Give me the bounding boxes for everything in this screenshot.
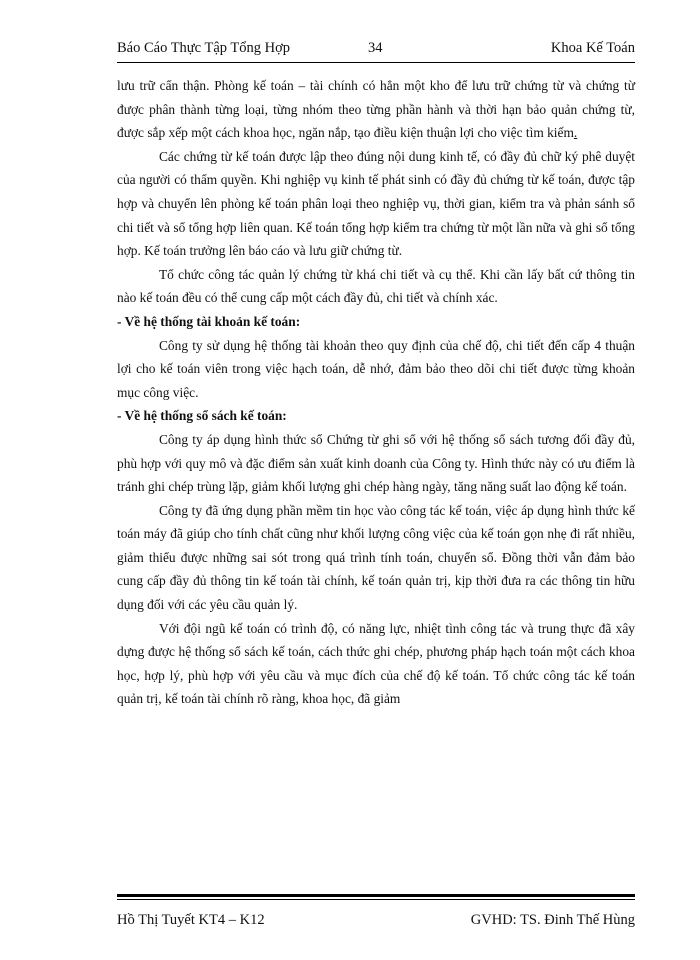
heading-account-system: - Về hệ thống tài khoản kế toán: [117,313,301,329]
header-report-title: Báo Cáo Thực Tập Tổng Hợp [117,40,290,56]
header-department: Khoa Kế Toán [550,40,635,56]
heading-book-system: - Về hệ thống sổ sách kế toán: [117,408,287,424]
paragraph-voucher-management: Tổ chức công tác quản lý chứng từ khá chi tiết và cụ thể. Khi cần lấy bất cứ thông tin nào kế toán đều có thể cung cấp một cách đầy đủ, chi tiết và chính xác. [117,266,635,306]
paragraph-storage-end: . [573,125,578,141]
header-rule [117,62,635,63]
paragraph-software: Công ty đã ứng dụng phần mềm tin học vào công tác kế toán, việc áp dụng hình thức kế toán máy đã giúp cho tính chất cũng như khối lượng công việc của kế toán gọn nhẹ đi rất nhiều, giảm thiểu được những sai sót trong quá trình tính toán, chuyển sổ. Đồng thời vẫn đảm bảo cung cấp đầy đủ thông tin kế toán tài chính, kế toán quản trị, kịp thời đưa ra các thông tin hữu dụng đối với các yêu cầu quản lý. [117,502,635,613]
paragraph-storage-text: lưu trữ cẩn thận. Phòng kế toán – tài chính có hẳn một kho để lưu trữ chứng từ và chứng từ được phân thành từng loại, từng nhóm theo từng phần hành và thời hạn bảo quản chứng từ, được sắp xếp một cách khoa học, ngăn nắp, tạo điều kiện thuận lợi cho việc tìm kiếm [117,78,635,141]
footer-supervisor: GVHD: TS. Đinh Thế Hùng [470,912,635,928]
footer-rule-thick [117,894,635,897]
page-footer [117,912,635,934]
footer-author: Hồ Thị Tuyết KT4 – K12 [117,912,265,928]
paragraph-storage [117,74,635,145]
page-body [117,74,635,711]
page-header [117,40,635,62]
footer-rule-thin [117,899,635,900]
paragraph-staff: Với đội ngũ kế toán có trình độ, có năng lực, nhiệt tình công tác và trung thực đã xây dựng được hệ thống sổ sách kế toán, cách thức ghi chép, phương pháp hạch toán một cách khoa học, hợp lý, phù hợp với yêu cầu và mục đích của chế độ kế toán. Tổ chức công tác kế toán quản trị, kế toán tài chính rõ ràng, khoa học, đã giảm [117,620,635,707]
paragraph-book-system: Công ty áp dụng hình thức sổ Chứng từ ghi sổ với hệ thống sổ sách tương đối đầy đủ, phù hợp với quy mô và đặc điểm sản xuất kinh doanh của Công ty. Hình thức này có ưu điểm là tránh ghi chép trùng lặp, giảm khối lượng ghi chép hàng ngày, tăng năng suất lao động kế toán. [117,431,635,495]
header-page-number: 34 [368,40,383,56]
paragraph-vouchers: Các chứng từ kế toán được lập theo đúng nội dung kinh tế, có đầy đủ chữ ký phê duyệt của người có thẩm quyền. Khi nghiệp vụ kinh tế phát sinh có đầy đủ chứng từ kế toán, được tập hợp và chuyển lên phòng kế toán phân loại theo nghiệp vụ, thời gian, kiểm tra và phản sánh sổ chi tiết và sổ tổng hợp liên quan. Kế toán tổng hợp kiểm tra chứng từ một lần nữa và ghi sổ tổng hợp. Kế toán trưởng lên báo cáo và lưu giữ chứng từ. [117,148,635,259]
paragraph-account-system: Công ty sử dụng hệ thống tài khoản theo quy định của chế độ, chi tiết đến cấp 4 thuận lợi cho kế toán viên trong việc hạch toán, dễ nhớ, đảm bảo theo dõi chi tiết được từng khoản mục công việc. [117,337,635,400]
